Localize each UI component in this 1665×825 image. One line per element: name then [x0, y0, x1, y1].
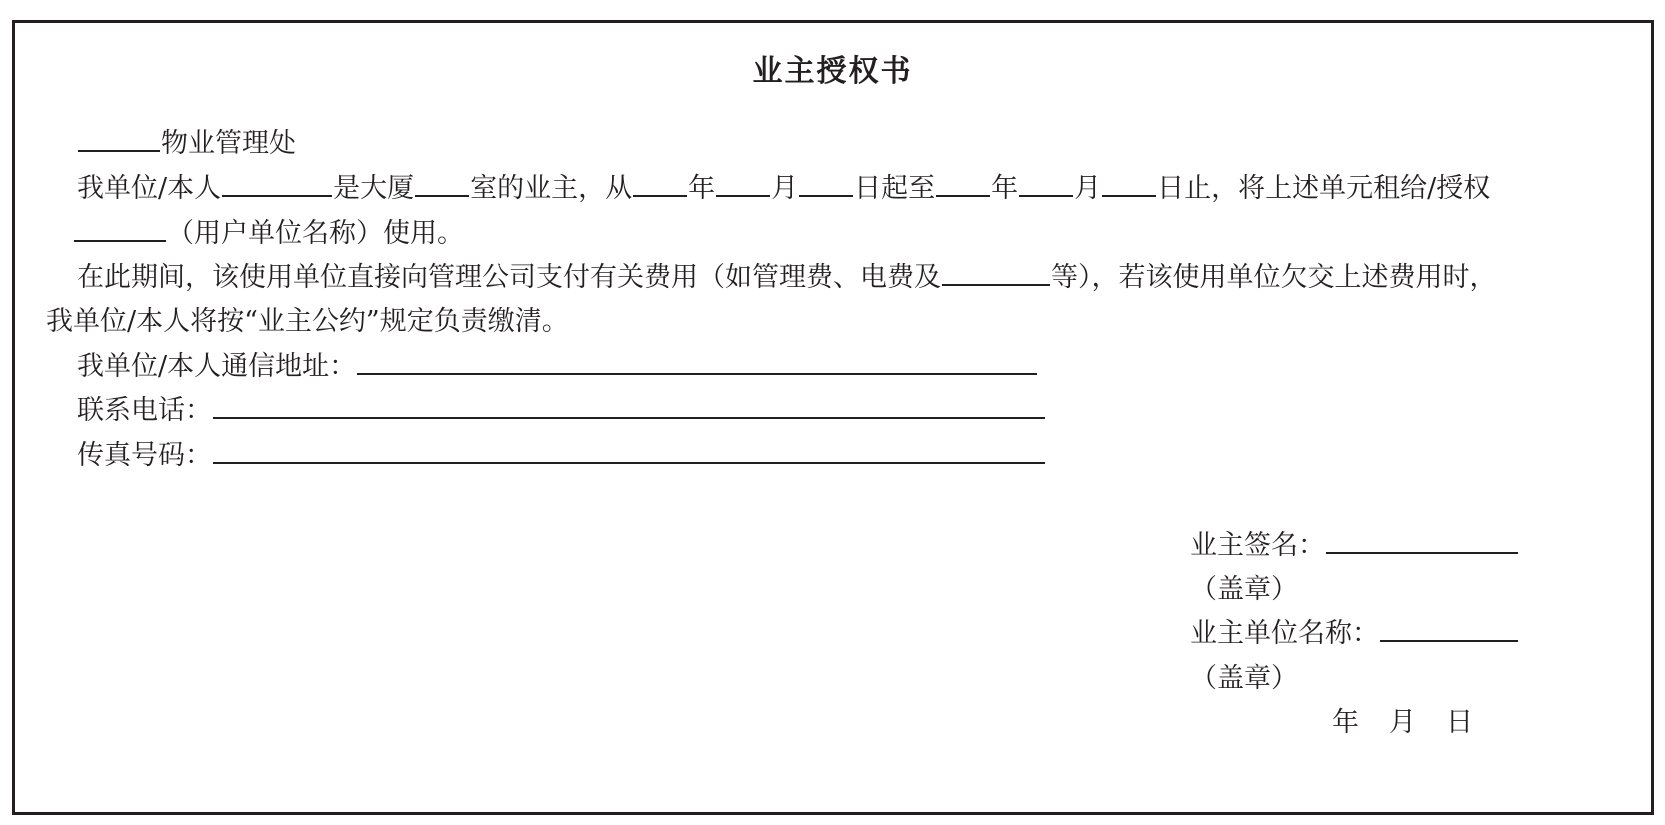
end-month-blank[interactable] — [1019, 169, 1073, 197]
p1-text-4: 日止，将上述单元租给/授权 — [1157, 173, 1491, 204]
seal-2: （盖章） — [1190, 663, 1298, 694]
date-month: 月 — [1389, 707, 1416, 738]
addressee-line — [77, 124, 296, 164]
date-day: 日 — [1446, 707, 1473, 738]
unit-name-row — [1190, 614, 1519, 654]
p1-text-1: 我单位/本人 — [77, 173, 222, 204]
p2-text-2: 等），若该使用单位欠交上述费用时， — [1051, 262, 1497, 293]
address-field[interactable] — [357, 347, 1037, 375]
fax-field[interactable] — [213, 436, 1045, 464]
phone-row — [77, 391, 1046, 431]
paragraph-2-line-2 — [46, 302, 569, 342]
start-day-blank[interactable] — [799, 169, 853, 197]
unit-name-label: 业主单位名称： — [1190, 618, 1379, 649]
owner-name-blank[interactable] — [222, 169, 332, 197]
addressee-suffix: 物业管理处 — [161, 128, 296, 159]
paragraph-2-line-1 — [77, 258, 1497, 298]
seal-1: （盖章） — [1190, 574, 1298, 605]
p1-text-2: 是大厦 — [333, 173, 415, 204]
end-year-blank[interactable] — [936, 169, 990, 197]
p1-year-1: 年 — [688, 173, 716, 204]
p1-month-1: 月 — [771, 173, 799, 204]
room-blank[interactable] — [415, 169, 469, 197]
p2-text-3: 我单位/本人将按“业主公约”规定负责缴清。 — [46, 306, 569, 337]
fax-row — [77, 436, 1046, 476]
p1-text-3: 室的业主，从 — [470, 173, 633, 204]
address-row — [77, 347, 1038, 387]
owner-sign-label: 业主签名： — [1190, 530, 1325, 561]
addressee-blank[interactable] — [78, 124, 160, 152]
user-unit-blank[interactable] — [74, 214, 166, 242]
end-day-blank[interactable] — [1102, 169, 1156, 197]
p1-day-1: 日起至 — [854, 173, 936, 204]
p1-month-2: 月 — [1074, 173, 1102, 204]
start-month-blank[interactable] — [716, 169, 770, 197]
fax-label: 传真号码： — [77, 440, 212, 471]
phone-field[interactable] — [213, 391, 1045, 419]
p1-text-5: （用户单位名称）使用。 — [167, 218, 464, 249]
paragraph-1-line-2 — [73, 214, 464, 254]
owner-sign-row — [1190, 526, 1519, 566]
phone-label: 联系电话： — [77, 395, 212, 426]
document-title: 业主授权书 — [752, 54, 913, 89]
start-year-blank[interactable] — [633, 169, 687, 197]
p2-text-1: 在此期间，该使用单位直接向管理公司支付有关费用（如管理费、电费及 — [77, 262, 941, 293]
p1-year-2: 年 — [991, 173, 1019, 204]
owner-sign-field[interactable] — [1326, 526, 1518, 554]
unit-name-field[interactable] — [1380, 614, 1518, 642]
address-label: 我单位/本人通信地址： — [77, 351, 357, 382]
date-year: 年 — [1332, 707, 1359, 738]
paragraph-1-line-1 — [77, 169, 1490, 209]
other-fees-blank[interactable] — [942, 258, 1050, 286]
